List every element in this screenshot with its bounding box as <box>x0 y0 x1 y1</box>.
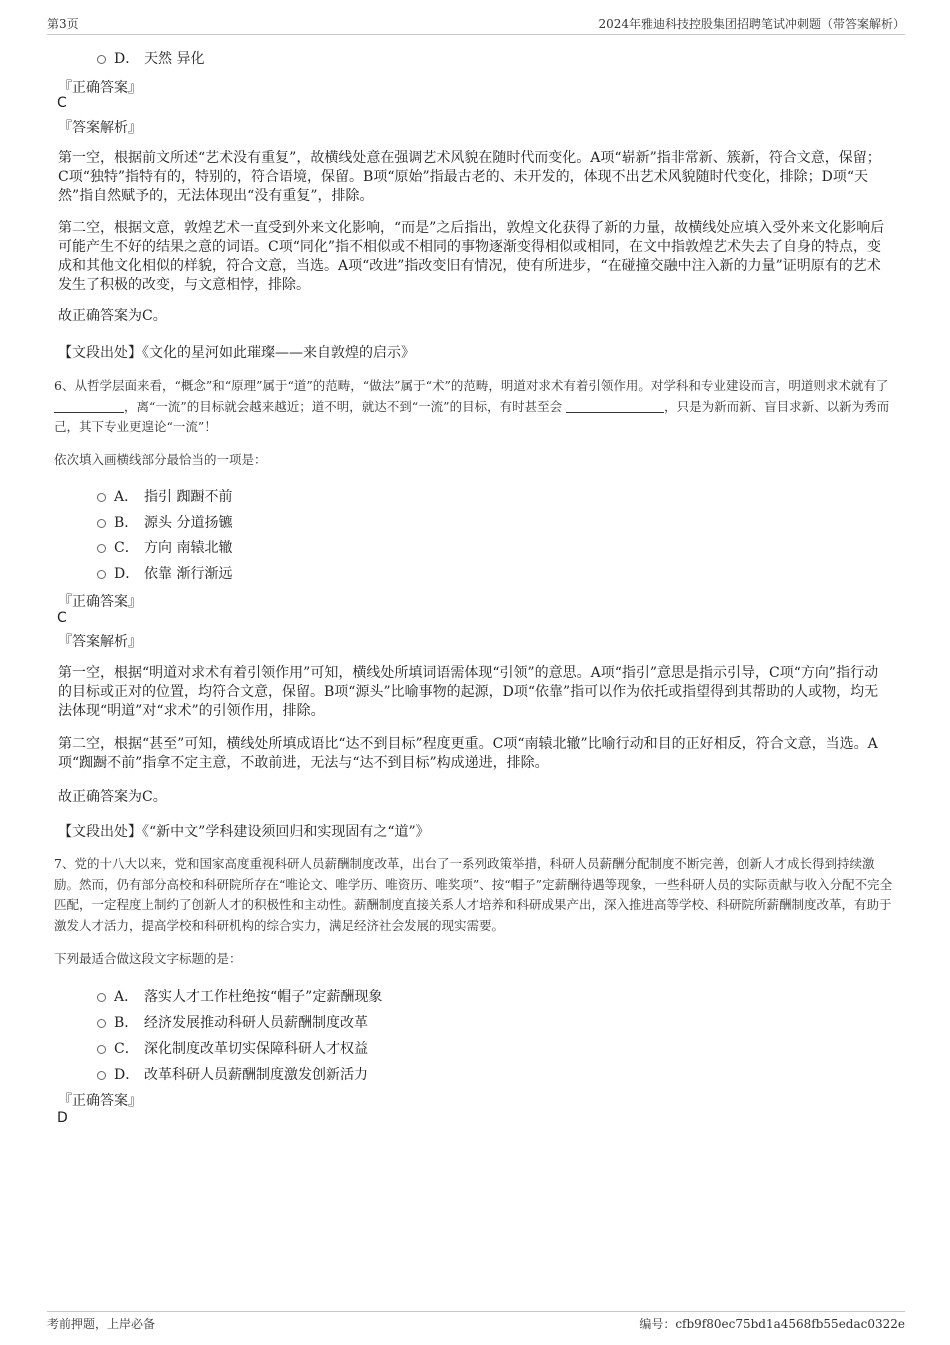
q5-option-d[interactable]: D． 天然 异化 <box>97 48 204 68</box>
q5-source: 【文段出处】《文化的星河如此璀璨——来自敦煌的启示》 <box>58 345 415 361</box>
radio-icon[interactable] <box>97 493 106 502</box>
q6-stem: 6、从哲学层面来看，“概念”和“原理”属于“道”的范畴，“做法”属于“术”的范畴，明道对求术有着引领作用。对学科和专业建设而言，明道则求术就有了 ，离“一流”的目标就会越来越近；道不明，就达不到“一流”的目标，有时甚至会 ，只是为新而新、盲目求新、以新为秀而己，其下专业更遑论“一流”！ <box>54 378 890 434</box>
radio-icon[interactable] <box>97 1045 106 1054</box>
q6-subquestion: 依次填入画横线部分最恰当的一项是： <box>54 452 267 467</box>
q7-option-b[interactable]: B． 经济发展推动科研人员薪酬制度改革 <box>97 1012 368 1032</box>
q6-conclusion: 故正确答案为C。 <box>58 789 167 805</box>
q6-blank-2 <box>566 399 664 413</box>
q7-correct-label: 『正确答案』 <box>58 1093 142 1109</box>
q6-blank-1 <box>54 399 124 413</box>
q5-correct-label: 『正确答案』 <box>58 80 142 96</box>
radio-icon[interactable] <box>97 1019 106 1028</box>
q5-analysis-paragraph-2: 第二空，根据文意，敦煌艺术一直受到外来文化影响，“而是”之后指出，敦煌文化获得了新的力量，故横线处应填入受外来文化影响后可能产生不好的结果之意的词语。C项“同化”指不相似或不相同的事物逐渐变得相似或相同，在文中指敦煌艺术失去了自身的特点，变成和其他文化相似的样貌，符合文意，当选。A项“改进”指改变旧有情况，使有所进步，“在碰撞交融中注入新的力量”证明原有的艺术发生了积极的改变，与文意相悖，排除。 <box>58 220 885 293</box>
q7-option-c[interactable]: C． 深化制度改革切实保障科研人才权益 <box>97 1038 368 1058</box>
q6-option-d[interactable]: D． 依靠 渐行渐远 <box>97 563 232 583</box>
q7-subquestion: 下列最适合做这段文字标题的是： <box>54 951 242 966</box>
footer-slogan: 考前押题，上岸必备 <box>47 1317 156 1331</box>
document-title: 2024年雅迪科技控股集团招聘笔试冲刺题（带答案解析） <box>598 17 905 31</box>
q6-source: 【文段出处】《“新中文”学科建设须回归和实现固有之“道”》 <box>58 824 430 840</box>
q5-analysis-paragraph-1: 第一空，根据前文所述“艺术没有重复”，故横线处意在强调艺术风貌在随时代而变化。A项“崭新”指非常新、簇新，符合文意，保留；C项“独特”指特有的，特别的，符合语境，保留。B项“原始”指最古老的、未开发的，体现不出艺术风貌随时代变化，排除；D项“天然”指自然赋予的，无法体现出“没有重复”，排除。 <box>58 150 881 204</box>
q5-conclusion: 故正确答案为C。 <box>58 308 167 324</box>
q6-option-c[interactable]: C． 方向 南辕北辙 <box>97 537 232 557</box>
radio-icon[interactable] <box>97 570 106 579</box>
q6-option-b[interactable]: B． 源头 分道扬镳 <box>97 512 232 532</box>
document-code: 编号：cfb9f80ec75bd1a4568fb55edac0322e <box>639 1317 905 1331</box>
page-number: 第3页 <box>47 17 79 31</box>
q6-analysis-label: 『答案解析』 <box>58 634 142 650</box>
q5-correct-value: C <box>57 95 67 111</box>
radio-icon[interactable] <box>97 544 106 553</box>
radio-icon[interactable] <box>97 993 106 1002</box>
radio-icon[interactable] <box>97 1071 106 1080</box>
q6-option-a[interactable]: A． 指引 踟蹰不前 <box>97 486 232 506</box>
page-footer <box>47 1311 905 1334</box>
page-header <box>47 14 905 35</box>
q6-analysis-paragraph-2: 第二空，根据“甚至”可知，横线处所填成语比“达不到目标”程度更重。C项“南辕北辙”比喻行动和目的正好相反，符合文意，当选。A项“踟蹰不前”指拿不定主意，不敢前进，无法与“达不到目标”构成递进，排除。 <box>58 736 878 771</box>
q5-analysis-label: 『答案解析』 <box>58 120 142 136</box>
q7-option-a[interactable]: A． 落实人才工作杜绝按“帽子”定薪酬现象 <box>97 986 382 1006</box>
q6-correct-value: C <box>57 610 67 626</box>
q7-option-d[interactable]: D． 改革科研人员薪酬制度激发创新活力 <box>97 1064 368 1084</box>
q7-stem: 7、党的十八大以来，党和国家高度重视科研人员薪酬制度改革，出台了一系列政策举措，科研人员薪酬分配制度不断完善，创新人才成长得到持续激励。然而，仍有部分高校和科研院所存在“唯论文、唯学历、唯资历、唯奖项”、按“帽子”定薪酬待遇等现象，一些科研人员的实际贡献与收入分配不完全匹配，一定程度上制约了创新人才的积极性和主动性。薪酬制度直接关系人才培养和科研成果产出，深入推进高等学校、科研院所薪酬制度改革，有助于激发人才活力，提高学校和科研机构的综合实力，满足经济社会发展的现实需要。 <box>54 856 893 933</box>
q6-analysis-paragraph-1: 第一空，根据“明道对求术有着引领作用”可知，横线处所填词语需体现“引领”的意思。A项“指引”意思是指示引导，C项“方向”指行动的目标或正对的位置，均符合文意，保留。B项“源头”比喻事物的起源，D项“依靠”指可以作为依托或指望得到其帮助的人或物，均无法体现“明道”对“求术”的引领作用，排除。 <box>58 665 879 719</box>
q6-correct-label: 『正确答案』 <box>58 594 142 610</box>
radio-icon[interactable] <box>97 55 106 64</box>
q7-correct-value: D <box>57 1110 68 1126</box>
radio-icon[interactable] <box>97 519 106 528</box>
